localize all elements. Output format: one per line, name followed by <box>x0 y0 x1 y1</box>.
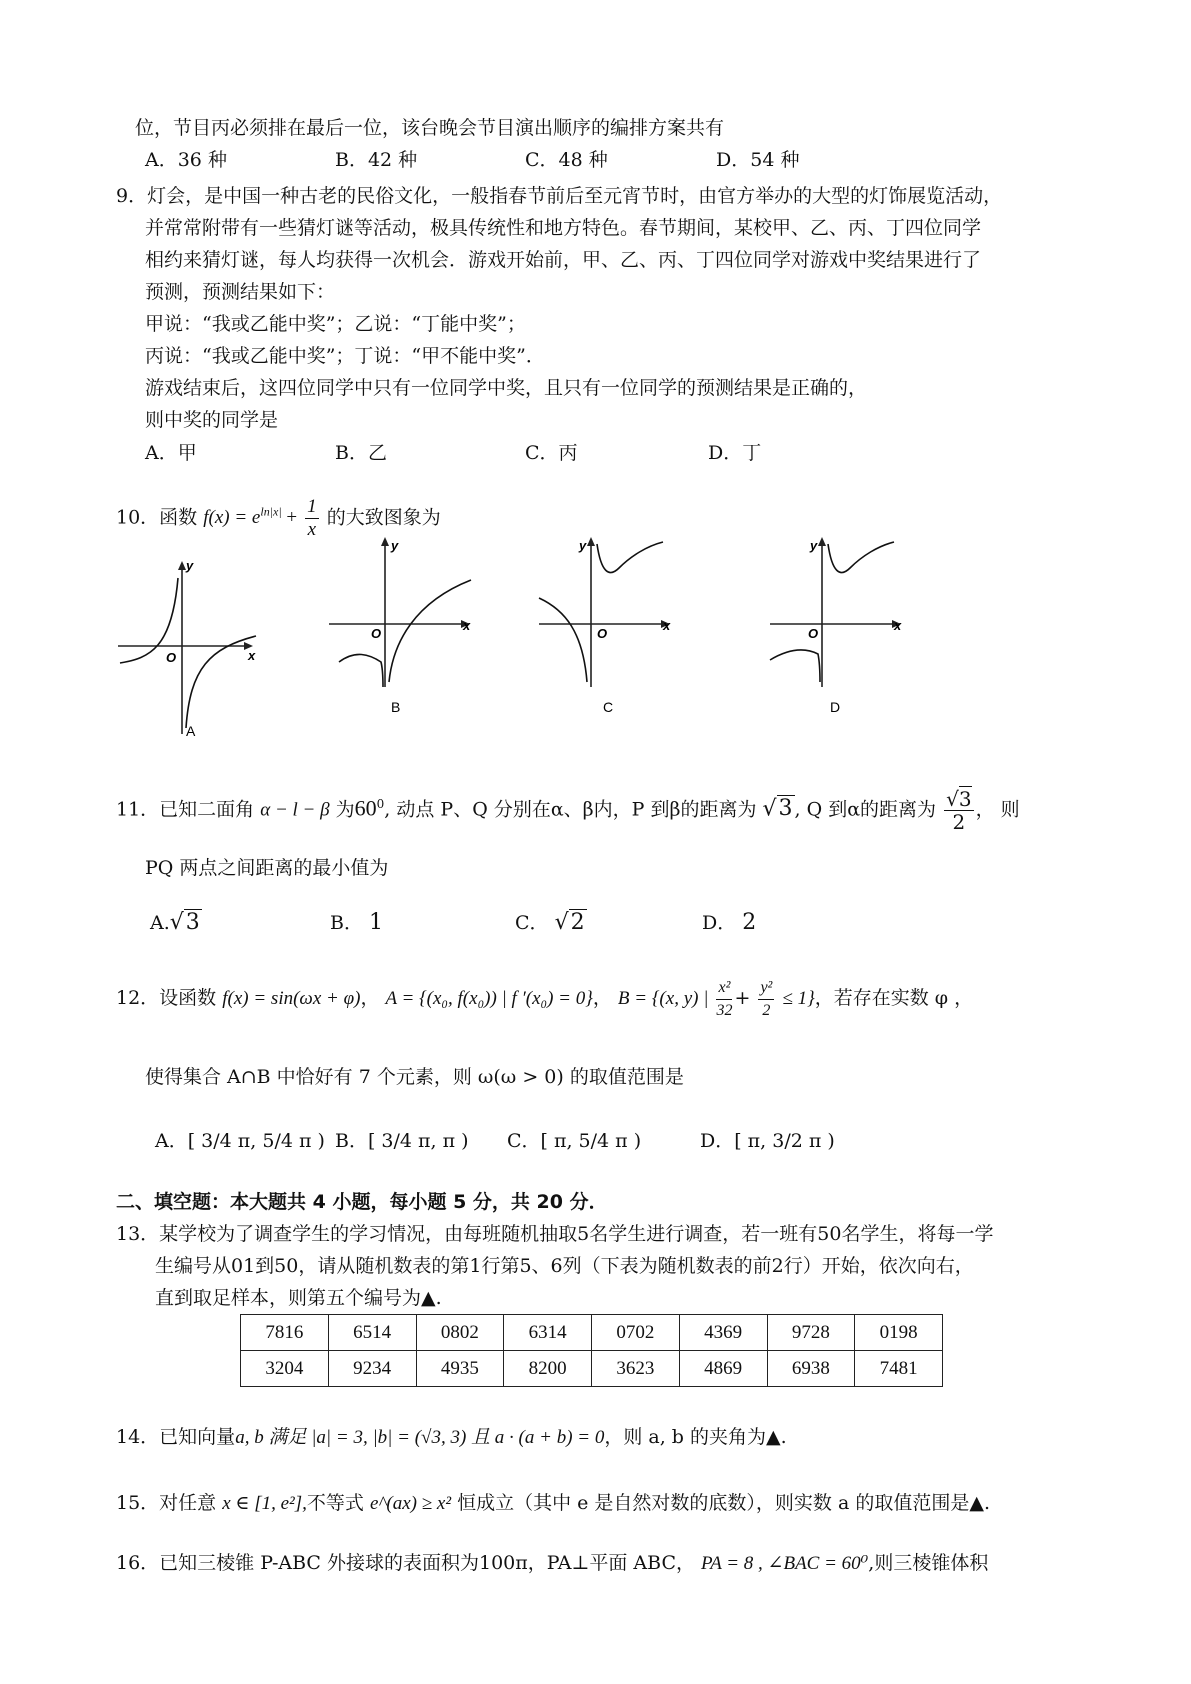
graph-d-x-label: x <box>894 618 902 633</box>
q10-fraction: $\frac{1}{x}$ <box>307 495 317 540</box>
q15-line: 15．对任意 x ∈ [1, e²],不等式 e^(ax) ≥ x² 恒成立（其中 e 是自然对数的底数），则实数 a 的取值范围是▲. <box>116 1492 990 1514</box>
random-table-cell: 3204 <box>241 1351 329 1387</box>
graph-d-label: D <box>830 699 841 715</box>
random-table-row <box>241 1315 943 1351</box>
q11-option-d: D． 2 <box>702 910 757 935</box>
q12-line-2: 使得集合 A∩B 中恰好有 7 个元素，则 ω(ω > 0) 的取值范围是 <box>145 1066 684 1088</box>
graph-c-x-label: x <box>663 618 671 633</box>
graph-a-origin: O <box>166 650 177 665</box>
random-table-cell: 6938 <box>767 1351 855 1387</box>
q13-line-1: 13．某学校为了调查学生的学习情况，由每班随机抽取5名学生进行调查，若一班有50名学生，将每一学 <box>116 1223 994 1245</box>
graph-d <box>766 532 916 721</box>
q8-option-b: B．42 种 <box>335 149 418 171</box>
random-table-cell: 0198 <box>855 1315 943 1351</box>
q9-option-b: B．乙 <box>335 442 387 464</box>
q9-option-d: D．丁 <box>708 442 762 464</box>
q12-option-a: A．[ 3/4 π, 5/4 π ) <box>155 1130 325 1152</box>
q9-option-a: A．甲 <box>145 442 197 464</box>
graph-b-origin: O <box>371 626 382 641</box>
q10-suffix: 的大致图象为 <box>326 506 441 529</box>
graph-d-y-label: y <box>810 538 818 553</box>
q9-line-6: 丙说：“我或乙能中奖”；丁说：“甲不能中奖”． <box>145 345 545 367</box>
q9-line-5: 甲说：“我或乙能中奖”；乙说：“丁能中奖”； <box>145 313 526 335</box>
q16-line: 16．已知三棱锥 P-ABC 外接球的表面积为100π，PA⊥平面 ABC， PA = 8 , ∠BAC = 60⁰,则三棱锥体积 <box>116 1552 989 1574</box>
random-table-row <box>241 1351 943 1387</box>
random-table-cell: 0702 <box>592 1315 680 1351</box>
q9-line-7: 游戏结束后，这四位同学中只有一位同学中奖，且只有一位同学的预测结果是正确的， <box>145 377 868 399</box>
q14-line: 14．已知向量a, b 满足 |a| = 3, |b| = (√3, 3) 且 a · (a + b) = 0，则 a, b 的夹角为▲. <box>116 1426 787 1448</box>
q8-tail: 位，节目丙必须排在最后一位，该台晚会节目演出顺序的编排方案共有 <box>135 117 725 139</box>
random-table-cell: 7816 <box>241 1315 329 1351</box>
random-table-cell: 7481 <box>855 1351 943 1387</box>
random-table-cell: 6314 <box>504 1315 592 1351</box>
random-number-table <box>240 1314 943 1387</box>
random-table-cell: 8200 <box>504 1351 592 1387</box>
q12-option-c: C．[ π, 5/4 π ) <box>507 1130 642 1152</box>
q9-line-4: 预测，预测结果如下： <box>145 281 336 303</box>
graph-a-label: A <box>186 723 196 739</box>
q12-option-d: D．[ π, 3/2 π ) <box>700 1130 835 1152</box>
graph-a-y-label: y <box>186 558 194 573</box>
graph-d-origin: O <box>808 626 819 641</box>
graph-b-y-label: y <box>391 538 399 553</box>
random-table-cell: 3623 <box>592 1351 680 1387</box>
q9-line-3: 相约来猜灯谜，每人均获得一次机会．游戏开始前，甲、乙、丙、丁四位同学对游戏中奖结果进行了 <box>145 249 982 271</box>
q9-line-1: 9．灯会，是中国一种古老的民俗文化，一般指春节前后至元宵节时，由官方举办的大型的灯饰展览活动， <box>116 185 1003 207</box>
q8-option-d: D．54 种 <box>716 149 800 171</box>
q8-option-c: C．48 种 <box>525 149 608 171</box>
graph-b-x-label: x <box>463 618 471 633</box>
q12-line-1: 12．设函数 f(x) = sin(ωx + φ)， A = {(x₀, f(x₀)) | f ′(x₀) = 0}， B = {(x, y) | $\frac{\text{x²}}{32}$ + $\frac{\text{y²}}{2}$ ≤ 1}，若存在实数 φ ， <box>116 978 974 1019</box>
q11-option-b: B． 1 <box>330 910 384 935</box>
q11-line-2: PQ 两点之间距离的最小值为 <box>145 857 389 879</box>
random-table-cell: 0802 <box>416 1315 504 1351</box>
q13-line-3: 直到取足样本，则第五个编号为▲. <box>155 1287 442 1309</box>
graph-c <box>535 532 685 721</box>
q9-option-c: C．丙 <box>525 442 578 464</box>
random-table-cell: 4869 <box>679 1351 767 1387</box>
random-table-cell: 9728 <box>767 1315 855 1351</box>
section-2-heading: 二、填空题：本大题共 4 小题，每小题 5 分，共 20 分． <box>116 1191 608 1213</box>
q9-line-8: 则中奖的同学是 <box>145 409 279 431</box>
graph-b <box>325 532 485 721</box>
q8-option-a: A．36 种 <box>145 149 227 171</box>
q11-option-a: A.√3 <box>150 910 200 935</box>
q12-option-b: B．[ 3/4 π, π ) <box>335 1130 469 1152</box>
graph-c-label: C <box>603 699 614 715</box>
random-table-cell: 4935 <box>416 1351 504 1387</box>
graph-c-origin: O <box>597 626 608 641</box>
graph-a <box>110 548 260 747</box>
q10-function: $f(x) = e^{ln|x|}$ + <box>203 505 298 529</box>
graph-b-label: B <box>391 699 401 715</box>
random-table-cell: 9234 <box>328 1351 416 1387</box>
q13-line-2: 生编号从01到50，请从随机数表的第1行第5、6列（下表为随机数表的前2行）开始，依次向右， <box>155 1255 974 1277</box>
graph-a-x-label: x <box>248 648 256 663</box>
random-table-cell: 6514 <box>328 1315 416 1351</box>
q11-line-1: 11．已知二面角 α − l − β 为$60^0$, 动点 P、Q 分别在α、β内，P 到β的距离为 √3 , Q 到α的距离为 $\frac{√3}{2}$ ， 则 <box>116 786 1020 834</box>
random-table-cell: 4369 <box>679 1315 767 1351</box>
graph-c-y-label: y <box>579 538 587 553</box>
q9-line-2: 并常常附带有一些猜灯谜等活动，极具传统性和地方特色。春节期间，某校甲、乙、丙、丁四位同学 <box>145 217 982 239</box>
q11-option-c: C． √2 <box>515 910 585 935</box>
q10-prefix: 10．函数 <box>116 506 198 529</box>
